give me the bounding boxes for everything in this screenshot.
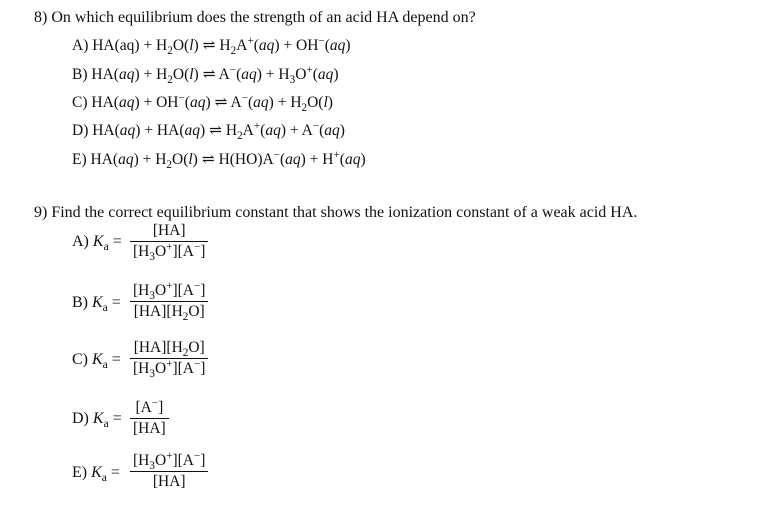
q8-option-a: A) $HA(aq) + H_2O(l)$ ⇌ $H_2A^+(aq) + OH^-(aq)$ xyxy=(72,34,351,58)
q8-option-d: D) HA(aq) + HA(aq) ⇌ $H_2A^+(aq) + A^-(aq)$ xyxy=(72,119,345,143)
q9-option-b-fraction xyxy=(130,281,208,322)
q9-option-c-denominator: $[H_3O^+][A^-]$ xyxy=(133,357,206,381)
q9-option-b-label: B) $K_a$ = xyxy=(72,294,121,315)
q9-option-d-fraction xyxy=(130,398,169,439)
q9-option-c-numerator: $[HA][H_2O]$ xyxy=(133,339,205,360)
q9-option-c-label: C) $K_a$ = xyxy=(72,351,121,372)
q9-option-a-label: A) $K_a$ = xyxy=(72,233,122,254)
q9-option-e-label: E) $K_a$ = xyxy=(72,464,120,485)
q9-option-c-fraction xyxy=(130,338,208,379)
q9-option-a-denominator: $[H_3O^+][A^-]$ xyxy=(133,240,206,264)
q9-option-b-denominator: $[HA][H_2O]$ xyxy=(133,303,205,324)
q9-option-a-numerator: [HA] xyxy=(152,222,186,239)
q9-option-a-fraction xyxy=(130,221,208,262)
q9-option-e-fraction xyxy=(130,451,208,492)
q9-option-e-denominator: [HA] xyxy=(152,473,186,490)
q9-option-e-numerator: $[H_3O^+][A^-]$ xyxy=(133,449,206,473)
q9-option-d-label: D) $K_a$ = xyxy=(72,410,122,431)
q9-option-d-denominator: [HA] xyxy=(133,420,166,437)
q8-option-b: B) $HA(aq) + H_2O(l)$ ⇌ $A^-(aq) + H_3O^+(aq)$ xyxy=(72,63,339,87)
q9-option-d-numerator: [A−] xyxy=(135,396,164,416)
q9-option-b-numerator: $[H_3O^+][A^-]$ xyxy=(133,279,206,303)
q9-prompt: 9) Find the correct equilibrium constant that shows the ionization constant of a weak acid HA. xyxy=(34,204,638,221)
q8-option-e: E) $HA(aq) + H_2O(l)$ ⇌ H(HO)A−(aq) + H+(aq) xyxy=(72,148,366,172)
q8-option-c: C) HA(aq) + OH−(aq) ⇌ $A^-(aq) + H_2O(l)$ xyxy=(72,91,333,115)
q8-prompt: 8) On which equilibrium does the strength of an acid HA depend on? xyxy=(34,9,476,26)
